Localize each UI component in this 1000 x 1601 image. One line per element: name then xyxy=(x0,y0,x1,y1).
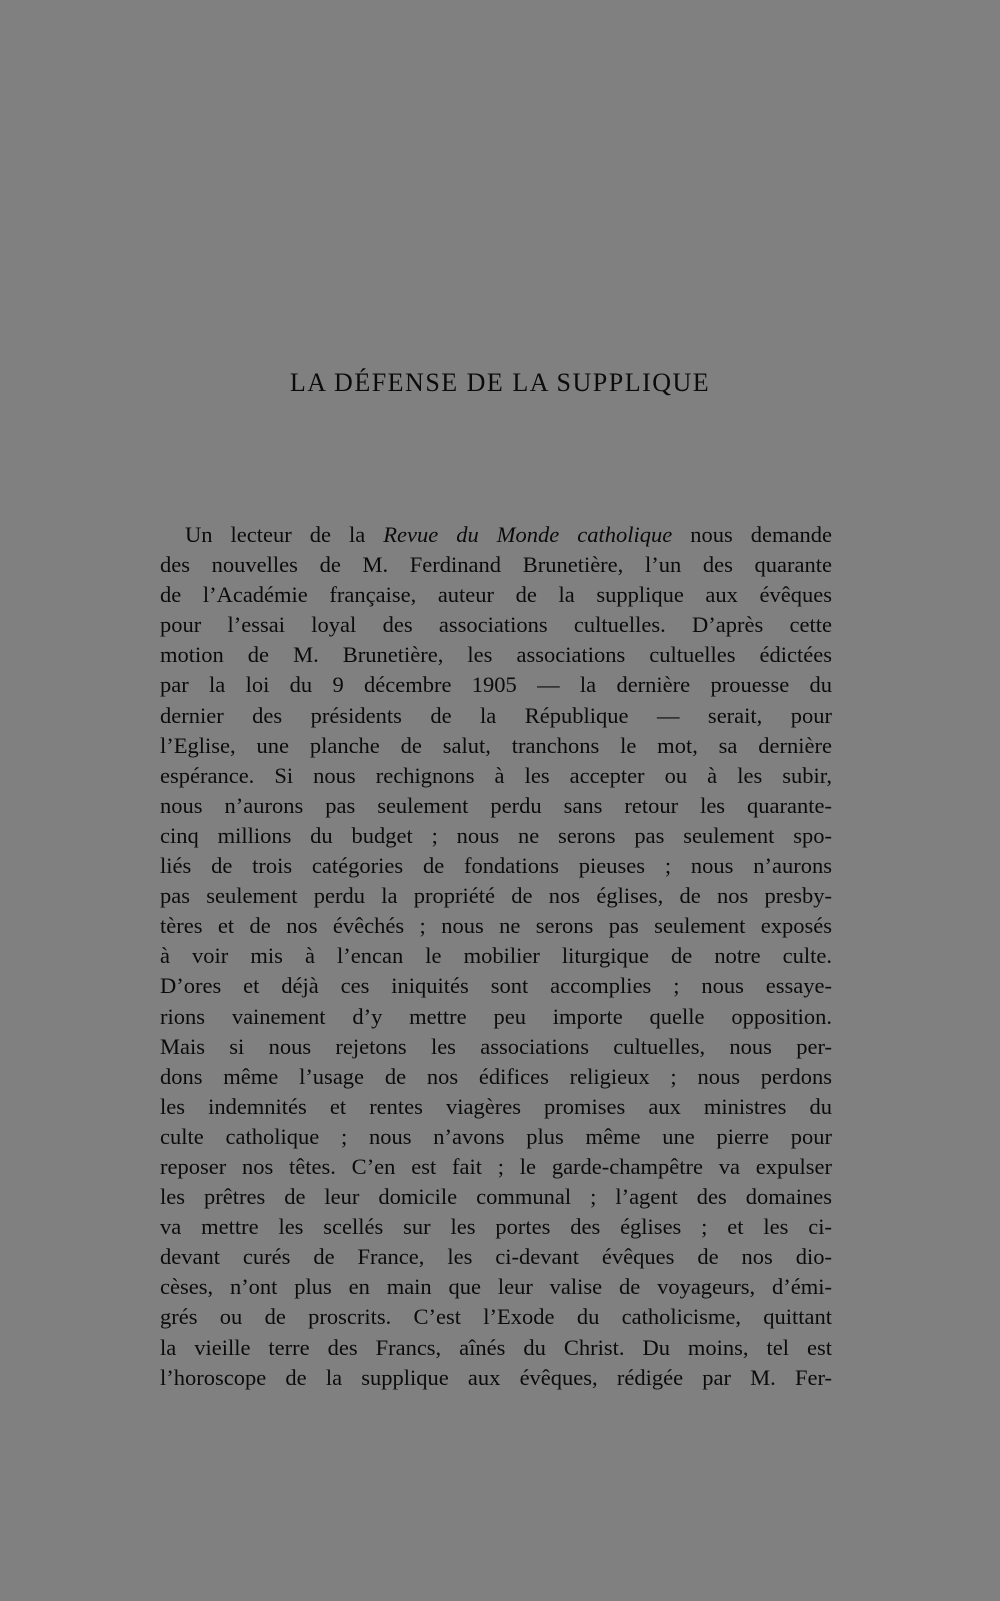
text-line: l’Eglise, une planche de salut, tranchons le mot, sa dernière xyxy=(160,732,832,758)
text-line: cinq millions du budget ; nous ne serons pas seulement spo- xyxy=(160,822,832,848)
text-line: par la loi du 9 décembre 1905 — la dernière prouesse du xyxy=(160,672,832,698)
text-line: D’ores et déjà ces iniquités sont accomplies ; nous essaye- xyxy=(160,973,832,999)
text-line-first xyxy=(160,520,832,550)
text-line: tères et de nos évêchés ; nous ne serons pas seulement exposés xyxy=(160,913,832,939)
first-line-end: nous demande xyxy=(672,522,832,547)
text-line: des nouvelles de M. Ferdinand Brunetière, l’un des quarante xyxy=(160,552,832,578)
text-line: dons même l’usage de nos édifices religieux ; nous perdons xyxy=(160,1063,832,1089)
text-line: les prêtres de leur domicile communal ; l’agent des domaines xyxy=(160,1184,832,1210)
text-line: rions vainement d’y mettre peu importe quelle opposition. xyxy=(160,1003,832,1029)
text-line: va mettre les scellés sur les portes des églises ; et les ci- xyxy=(160,1214,832,1240)
journal-title: Revue du Monde catholique xyxy=(383,522,673,547)
body-paragraph xyxy=(160,520,832,1393)
text-line: liés de trois catégories de fondations pieuses ; nous n’aurons xyxy=(160,853,832,879)
text-line: de l’Académie française, auteur de la supplique aux évêques xyxy=(160,582,832,608)
text-line: Mais si nous rejetons les associations cultuelles, nous per- xyxy=(160,1033,832,1059)
text-line: reposer nos têtes. C’en est fait ; le garde-champêtre va expulser xyxy=(160,1153,832,1179)
text-line: nous n’aurons pas seulement perdu sans retour les quarante- xyxy=(160,792,832,818)
page-title: LA DÉFENSE DE LA SUPPLIQUE xyxy=(289,368,711,397)
first-line-start: Un lecteur de la xyxy=(185,522,384,547)
text-line: grés ou de proscrits. C’est l’Exode du catholicisme, quittant xyxy=(160,1304,832,1330)
text-line: devant curés de France, les ci-devant évêques de nos dio- xyxy=(160,1244,832,1270)
text-line: espérance. Si nous rechignons à les accepter ou à les subir, xyxy=(160,762,832,788)
text-line: la vieille terre des Francs, aînés du Christ. Du moins, tel est xyxy=(160,1334,832,1360)
text-line: l’horoscope de la supplique aux évêques, rédigée par M. Fer- xyxy=(160,1364,832,1390)
text-line: dernier des présidents de la République — serait, pour xyxy=(160,702,832,728)
text-line: cèses, n’ont plus en main que leur valise de voyageurs, d’émi- xyxy=(160,1274,832,1300)
text-line: pour l’essai loyal des associations cultuelles. D’après cette xyxy=(160,612,832,638)
text-line: motion de M. Brunetière, les associations cultuelles édictées xyxy=(160,642,832,668)
text-line: culte catholique ; nous n’avons plus même une pierre pour xyxy=(160,1123,832,1149)
text-line: les indemnités et rentes viagères promises aux ministres du xyxy=(160,1093,832,1119)
text-line: pas seulement perdu la propriété de nos églises, de nos presby- xyxy=(160,883,832,909)
text-line: à voir mis à l’encan le mobilier liturgique de notre culte. xyxy=(160,943,832,969)
